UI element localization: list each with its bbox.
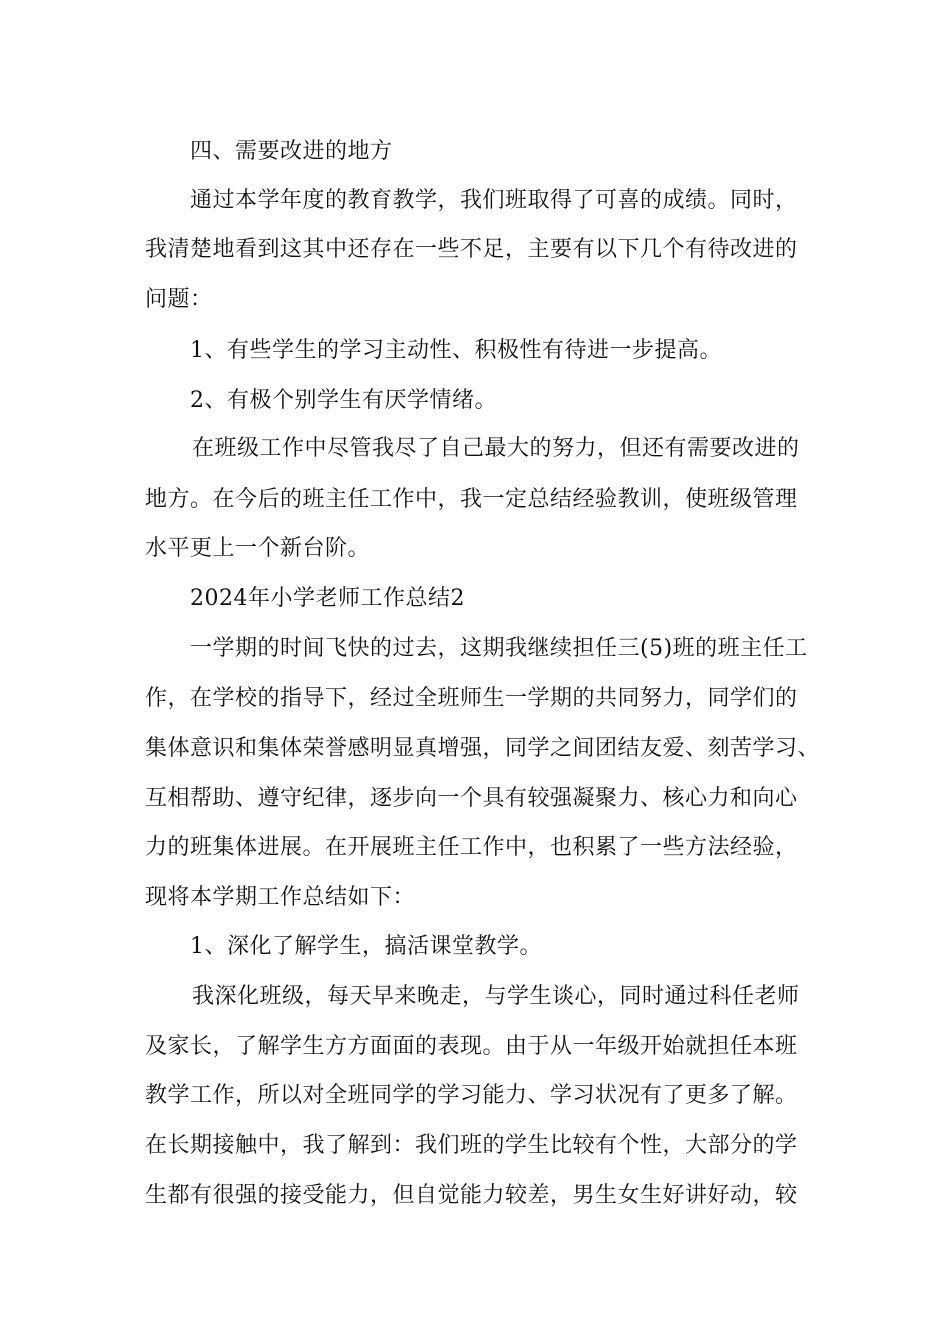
paragraph-line: 作，在学校的指导下，经过全班师生一学期的共同努力，同学们的 xyxy=(145,686,798,711)
list-item: 1、深化了解学生，搞活课堂教学。 xyxy=(190,934,542,959)
paragraph-line: 及家长，了解学生方方面面的表现。由于从一年级开始就担任本班 xyxy=(145,1034,798,1059)
list-item: 1、有些学生的学习主动性、积极性有待进一步提高。 xyxy=(190,338,722,363)
paragraph-line: 力的班集体进展。在开展班主任工作中，也积累了一些方法经验， xyxy=(145,835,798,860)
paragraph-line: 水平更上一个新台阶。 xyxy=(145,536,371,561)
paragraph-line: 我深化班级，每天早来晚走，与学生谈心，同时通过科任老师 xyxy=(192,984,800,1009)
paragraph-line: 生都有很强的接受能力，但自觉能力较差，男生女生好讲好动，较 xyxy=(145,1183,798,1208)
paragraph-line: 在班级工作中尽管我尽了自己最大的努力，但还有需要改进的 xyxy=(192,436,800,461)
list-item: 2、有极个别学生有厌学情绪。 xyxy=(190,388,497,413)
paragraph-line: 在长期接触中，我了解到：我们班的学生比较有个性，大部分的学 xyxy=(145,1133,798,1158)
paragraph-line: 地方。在今后的班主任工作中，我一定总结经验教训，使班级管理 xyxy=(145,487,798,512)
paragraph-line: 通过本学年度的教育教学，我们班取得了可喜的成绩。同时， xyxy=(190,188,798,213)
paragraph-line: 我清楚地看到这其中还存在一些不足，主要有以下几个有待改进的 xyxy=(145,237,798,262)
paragraph-line: 一学期的时间飞快的过去，这期我继续担任三(5)班的班主任工 xyxy=(190,636,808,661)
paragraph-line: 互相帮助、遵守纪律，逐步向一个具有较强凝聚力、核心力和向心 xyxy=(145,786,798,811)
paragraph-line: 教学工作，所以对全班同学的学习能力、学习状况有了更多了解。 xyxy=(145,1083,798,1108)
document-subtitle: 2024年小学老师工作总结2 xyxy=(190,586,465,611)
section-heading: 四、需要改进的地方 xyxy=(190,139,393,164)
paragraph-line: 问题： xyxy=(145,287,213,312)
paragraph-line: 现将本学期工作总结如下： xyxy=(145,885,416,910)
paragraph-line: 集体意识和集体荣誉感明显真增强，同学之间团结友爱、刻苦学习、 xyxy=(145,736,821,761)
